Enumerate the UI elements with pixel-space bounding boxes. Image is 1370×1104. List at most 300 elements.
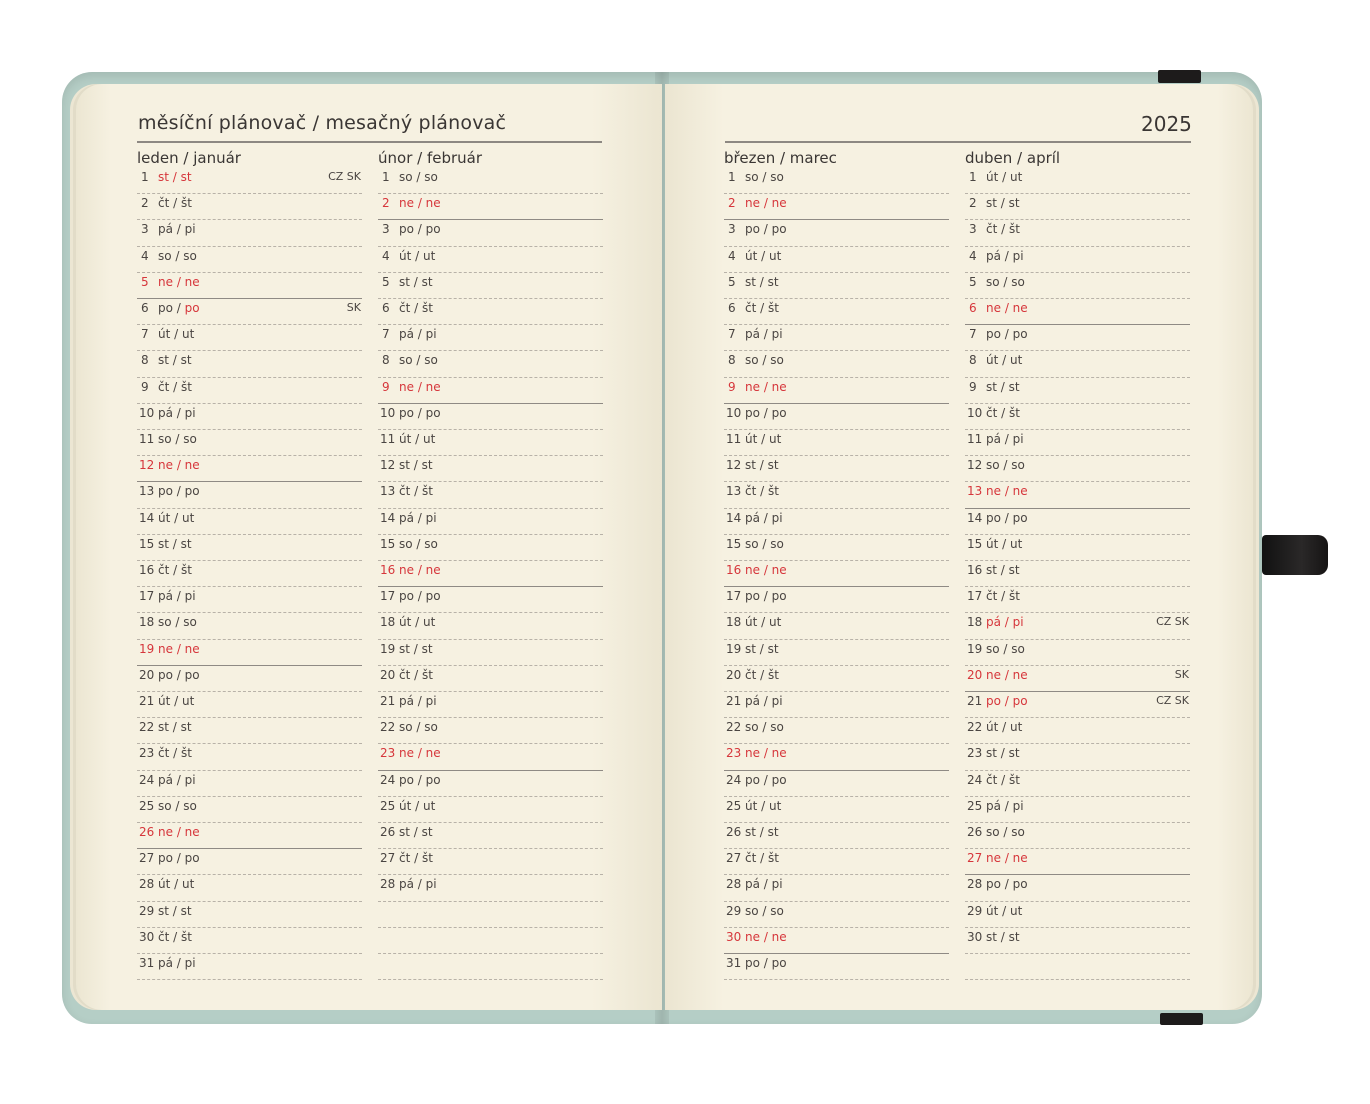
- weekday-separator: /: [168, 353, 181, 368]
- day-row: [965, 874, 1190, 901]
- day-row: [378, 612, 603, 639]
- weekday-sk: st: [180, 353, 192, 368]
- weekday-sk: št: [1008, 772, 1020, 787]
- weekday-separator: /: [172, 851, 185, 866]
- weekday-cz: st: [745, 458, 756, 473]
- day-row: [378, 377, 603, 404]
- weekday-sk: po: [771, 589, 787, 604]
- weekday-name: [158, 668, 200, 682]
- weekday-name: [399, 668, 433, 682]
- day-row: [724, 901, 949, 928]
- day-number: 14: [139, 510, 155, 525]
- day-number: 4: [382, 248, 390, 263]
- weekday-sk: št: [180, 929, 192, 944]
- weekday-sk: št: [180, 746, 192, 761]
- day-number: 13: [726, 484, 742, 499]
- weekday-name: [745, 327, 783, 341]
- weekday-sk: pi: [184, 589, 196, 604]
- weekday-cz: po: [745, 405, 760, 420]
- weekday-sk: so: [424, 353, 438, 368]
- weekday-sk: po: [1012, 694, 1028, 708]
- day-row: [137, 324, 362, 351]
- weekday-sk: so: [424, 170, 438, 184]
- weekday-name: [745, 956, 787, 970]
- holiday-marker: CZ SK: [1156, 694, 1189, 707]
- weekday-name: [745, 249, 781, 263]
- day-row: [378, 508, 603, 535]
- weekday-sk: so: [183, 798, 197, 813]
- weekday-separator: /: [1001, 484, 1013, 499]
- weekday-sk: ne: [425, 196, 441, 211]
- weekday-cz: st: [745, 825, 756, 839]
- day-row: [378, 219, 603, 246]
- day-row: [378, 167, 603, 194]
- day-row: [965, 927, 1190, 954]
- weekday-separator: /: [173, 274, 185, 289]
- weekday-cz: pá: [158, 956, 173, 970]
- day-number: 14: [380, 510, 396, 525]
- day-row: [137, 691, 362, 718]
- weekday-name: [986, 196, 1020, 210]
- weekday-sk: pi: [771, 510, 783, 525]
- weekday-cz: so: [986, 458, 1000, 473]
- weekday-cz: pá: [745, 327, 760, 342]
- day-row: [137, 377, 362, 404]
- day-row: [724, 770, 949, 797]
- day-number: 27: [380, 851, 396, 866]
- day-number: 9: [728, 379, 736, 394]
- day-number: 2: [969, 196, 977, 211]
- weekday-sk: po: [771, 222, 787, 237]
- weekday-cz: po: [745, 589, 760, 604]
- weekday-name: [745, 877, 783, 891]
- weekday-name: [745, 380, 787, 394]
- day-row: [137, 298, 362, 325]
- weekday-separator: /: [1000, 432, 1013, 446]
- weekday-separator: /: [755, 825, 768, 839]
- weekday-cz: so: [986, 825, 1000, 839]
- day-row: [724, 927, 949, 954]
- day-number: 9: [141, 379, 149, 394]
- day-number: 10: [380, 405, 396, 420]
- weekday-name: [986, 930, 1020, 944]
- day-row: [378, 429, 603, 456]
- weekday-name: [399, 799, 435, 813]
- day-row: [378, 691, 603, 718]
- weekday-cz: ne: [986, 851, 1001, 866]
- day-number: 10: [726, 405, 742, 420]
- elastic-closure-strap: [1262, 535, 1328, 575]
- weekday-name: [399, 222, 441, 236]
- weekday-separator: /: [410, 301, 422, 315]
- day-row: [724, 691, 949, 718]
- day-row: [378, 246, 603, 273]
- weekday-cz: čt: [745, 851, 757, 866]
- weekday-cz: čt: [399, 667, 411, 682]
- day-row: [724, 953, 949, 980]
- day-number: 20: [380, 667, 396, 682]
- weekday-separator: /: [1000, 327, 1013, 342]
- weekday-name: [399, 511, 437, 525]
- weekday-sk: pi: [184, 405, 196, 420]
- day-number: 11: [726, 432, 742, 446]
- weekday-cz: pá: [158, 589, 173, 604]
- weekday-sk: pi: [425, 877, 437, 892]
- weekday-cz: út: [745, 248, 758, 263]
- weekday-cz: po: [399, 589, 414, 604]
- weekday-name: [986, 642, 1025, 656]
- weekday-separator: /: [414, 379, 426, 394]
- weekday-separator: /: [172, 667, 185, 682]
- weekday-sk: št: [1008, 405, 1020, 420]
- weekday-name: [399, 589, 441, 603]
- weekday-sk: so: [770, 170, 784, 184]
- weekday-name: [399, 537, 438, 551]
- weekday-name: [158, 327, 194, 341]
- weekday-separator: /: [170, 694, 182, 708]
- weekday-sk: št: [180, 379, 192, 394]
- day-number: 24: [380, 772, 396, 787]
- weekday-name: [158, 904, 192, 918]
- weekday-cz: čt: [986, 772, 998, 787]
- weekday-sk: št: [767, 484, 779, 499]
- day-row: [378, 874, 603, 901]
- weekday-name: [158, 249, 197, 263]
- day-number: 21: [726, 694, 742, 708]
- weekday-cz: pá: [986, 432, 1001, 446]
- weekday-name: [986, 799, 1024, 813]
- day-row: [378, 534, 603, 561]
- day-row: [378, 927, 603, 954]
- weekday-cz: so: [745, 170, 759, 184]
- day-number: 28: [726, 877, 742, 892]
- weekday-cz: st: [158, 170, 169, 184]
- weekday-cz: so: [399, 720, 413, 735]
- weekday-name: [745, 511, 783, 525]
- weekday-cz: čt: [158, 563, 170, 577]
- day-row: [378, 822, 603, 849]
- day-row: [137, 246, 362, 273]
- weekday-name: [158, 720, 192, 734]
- day-row: [965, 324, 1190, 351]
- day-row: [378, 193, 603, 220]
- weekday-sk: št: [421, 851, 433, 866]
- day-row: [137, 796, 362, 823]
- day-number: 25: [726, 798, 742, 813]
- day-row: [965, 743, 1190, 770]
- weekday-cz: so: [745, 536, 759, 551]
- day-row: [965, 455, 1190, 482]
- day-row: [965, 639, 1190, 666]
- day-row: [724, 822, 949, 849]
- weekday-separator: /: [170, 510, 182, 525]
- weekday-separator: /: [172, 484, 185, 499]
- weekday-name: [745, 458, 779, 472]
- day-row: [965, 403, 1190, 430]
- weekday-sk: ut: [768, 798, 782, 813]
- day-number: 23: [967, 746, 983, 761]
- weekday-cz: po: [986, 877, 1001, 892]
- weekday-separator: /: [413, 327, 426, 342]
- weekday-sk: pi: [1012, 248, 1024, 263]
- weekday-cz: po: [986, 510, 1001, 525]
- weekday-cz: út: [158, 510, 171, 525]
- day-row: [724, 743, 949, 770]
- weekday-name: [986, 484, 1028, 498]
- weekday-cz: po: [745, 772, 760, 787]
- day-number: 12: [380, 458, 396, 473]
- weekday-sk: št: [1008, 589, 1020, 604]
- weekday-separator: /: [996, 746, 1009, 761]
- weekday-name: [745, 170, 784, 184]
- weekday-separator: /: [412, 720, 425, 735]
- weekday-separator: /: [413, 589, 426, 604]
- day-number: 26: [380, 825, 396, 839]
- weekday-name: [745, 537, 784, 551]
- weekday-name: [399, 851, 433, 865]
- weekday-sk: pi: [184, 772, 196, 787]
- day-row: [378, 560, 603, 587]
- weekday-sk: št: [1008, 222, 1020, 237]
- weekday-cz: út: [986, 903, 999, 918]
- day-number: 7: [969, 327, 977, 342]
- weekday-name: [158, 642, 200, 656]
- day-number: 18: [380, 615, 396, 630]
- weekday-name: [986, 851, 1028, 865]
- weekday-sk: so: [424, 720, 438, 735]
- weekday-name: [158, 694, 194, 708]
- weekday-name: [158, 615, 197, 629]
- weekday-separator: /: [760, 929, 772, 944]
- day-number: 17: [380, 589, 396, 604]
- weekday-sk: ut: [1009, 720, 1023, 735]
- day-number: 20: [967, 667, 983, 682]
- weekday-cz: so: [399, 536, 413, 551]
- weekday-sk: pi: [1012, 432, 1024, 446]
- day-row: [137, 403, 362, 430]
- weekday-separator: /: [169, 929, 181, 944]
- weekday-separator: /: [173, 641, 185, 656]
- weekday-name: [745, 720, 784, 734]
- day-row: [965, 246, 1190, 273]
- day-row: [378, 953, 603, 980]
- day-row: [137, 874, 362, 901]
- weekday-sk: ne: [771, 563, 787, 577]
- weekday-separator: /: [172, 956, 185, 970]
- day-row: [724, 560, 949, 587]
- day-row: [724, 272, 949, 299]
- weekday-cz: ne: [399, 563, 414, 577]
- day-row: [137, 481, 362, 508]
- weekday-separator: /: [755, 641, 768, 656]
- weekday-sk: ne: [184, 458, 200, 473]
- day-number: 29: [139, 903, 155, 918]
- weekday-name: [399, 615, 435, 629]
- weekday-cz: st: [986, 196, 997, 211]
- weekday-name: [158, 825, 200, 839]
- weekday-cz: po: [158, 484, 173, 499]
- day-row: [965, 534, 1190, 561]
- day-number: 6: [141, 301, 149, 315]
- weekday-separator: /: [758, 536, 771, 551]
- day-number: 22: [380, 720, 396, 735]
- weekday-cz: ne: [986, 667, 1001, 682]
- day-number: 7: [141, 327, 149, 342]
- weekday-separator: /: [172, 222, 185, 237]
- weekday-cz: út: [158, 877, 171, 892]
- weekday-sk: pi: [425, 510, 437, 525]
- weekday-separator: /: [1000, 248, 1013, 263]
- weekday-sk: ne: [425, 563, 441, 577]
- weekday-name: [986, 694, 1028, 708]
- day-number: 6: [969, 301, 977, 315]
- day-number: 15: [967, 536, 983, 551]
- day-row: [378, 743, 603, 770]
- weekday-sk: st: [1008, 196, 1020, 211]
- weekday-cz: po: [745, 222, 760, 237]
- weekday-name: [986, 537, 1022, 551]
- weekday-separator: /: [997, 222, 1009, 237]
- day-number: 16: [380, 563, 396, 577]
- weekday-sk: st: [180, 720, 192, 735]
- weekday-cz: po: [158, 851, 173, 866]
- day-number: 19: [726, 641, 742, 656]
- weekday-sk: pi: [771, 877, 783, 892]
- weekday-name: [158, 537, 192, 551]
- day-number: 4: [969, 248, 977, 263]
- weekday-separator: /: [760, 196, 772, 211]
- day-number: 5: [969, 274, 977, 289]
- day-row: [137, 743, 362, 770]
- weekday-sk: po: [184, 851, 200, 866]
- weekday-cz: st: [745, 274, 756, 289]
- weekday-name: [745, 642, 779, 656]
- weekday-separator: /: [169, 196, 181, 211]
- day-row: [724, 246, 949, 273]
- weekday-separator: /: [1000, 694, 1013, 708]
- day-row: [965, 796, 1190, 823]
- day-row: [137, 770, 362, 797]
- weekday-cz: ne: [158, 825, 173, 839]
- day-row: [724, 350, 949, 377]
- weekday-name: [399, 746, 441, 760]
- day-number: 3: [969, 222, 977, 237]
- weekday-name: [745, 799, 781, 813]
- weekday-cz: pá: [745, 510, 760, 525]
- weekday-separator: /: [997, 772, 1009, 787]
- weekday-name: [986, 589, 1020, 603]
- weekday-sk: ne: [425, 746, 441, 761]
- weekday-sk: st: [767, 458, 779, 473]
- weekday-name: [986, 380, 1020, 394]
- weekday-separator: /: [409, 825, 422, 839]
- day-row: [965, 193, 1190, 220]
- weekday-separator: /: [756, 851, 768, 866]
- weekday-separator: /: [757, 248, 769, 263]
- day-number: 20: [726, 667, 742, 682]
- weekday-separator: /: [999, 641, 1012, 656]
- day-number: 16: [139, 563, 155, 577]
- day-row: [137, 193, 362, 220]
- weekday-sk: ne: [425, 379, 441, 394]
- weekday-sk: po: [771, 956, 787, 970]
- weekday-sk: so: [1011, 274, 1025, 289]
- weekday-sk: st: [180, 903, 192, 918]
- day-row: [137, 953, 362, 980]
- weekday-cz: po: [399, 405, 414, 420]
- weekday-separator: /: [759, 877, 772, 892]
- weekday-cz: út: [986, 170, 999, 184]
- day-row: [965, 953, 1190, 980]
- weekday-separator: /: [172, 589, 185, 604]
- weekday-name: [399, 275, 433, 289]
- day-number: 3: [382, 222, 390, 237]
- weekday-sk: št: [180, 563, 192, 577]
- day-row: [724, 848, 949, 875]
- weekday-cz: čt: [399, 301, 411, 315]
- weekday-cz: čt: [986, 589, 998, 604]
- day-number: 27: [726, 851, 742, 866]
- weekday-name: [158, 511, 194, 525]
- weekday-name: [745, 406, 787, 420]
- day-number: 12: [726, 458, 742, 473]
- weekday-cz: pá: [986, 798, 1001, 813]
- weekday-sk: st: [1008, 929, 1020, 944]
- day-row: [724, 193, 949, 220]
- elastic-band-bottom: [1160, 1013, 1203, 1025]
- weekday-name: [745, 196, 787, 210]
- weekday-name: [986, 275, 1025, 289]
- weekday-separator: /: [414, 196, 426, 211]
- day-row: [378, 403, 603, 430]
- weekday-separator: /: [1000, 877, 1013, 892]
- weekday-sk: st: [1008, 563, 1020, 577]
- day-row: [724, 665, 949, 692]
- day-number: 14: [967, 510, 983, 525]
- weekday-sk: ut: [768, 615, 782, 630]
- weekday-name: [158, 380, 192, 394]
- day-row: [378, 324, 603, 351]
- weekday-cz: po: [986, 327, 1001, 342]
- day-row: [137, 665, 362, 692]
- day-number: 4: [728, 248, 736, 263]
- day-row: [378, 298, 603, 325]
- weekday-sk: ut: [1009, 903, 1023, 918]
- weekday-separator: /: [1001, 667, 1013, 682]
- weekday-sk: po: [425, 405, 441, 420]
- day-row: [378, 901, 603, 928]
- weekday-name: [158, 275, 200, 289]
- weekday-separator: /: [998, 903, 1010, 918]
- weekday-sk: st: [421, 458, 433, 473]
- day-number: 8: [141, 353, 149, 368]
- day-row: [724, 874, 949, 901]
- day-row: [137, 534, 362, 561]
- day-number: 19: [380, 641, 396, 656]
- weekday-name: [399, 380, 441, 394]
- day-row: [378, 586, 603, 613]
- weekday-cz: pá: [399, 694, 414, 708]
- day-row: [137, 429, 362, 456]
- day-number: 8: [382, 353, 390, 368]
- weekday-name: [158, 406, 196, 420]
- weekday-name: [158, 432, 197, 446]
- day-number: 30: [139, 929, 155, 944]
- weekday-cz: so: [158, 248, 172, 263]
- weekday-separator: /: [411, 248, 423, 263]
- day-number: 14: [726, 510, 742, 525]
- weekday-separator: /: [999, 825, 1012, 839]
